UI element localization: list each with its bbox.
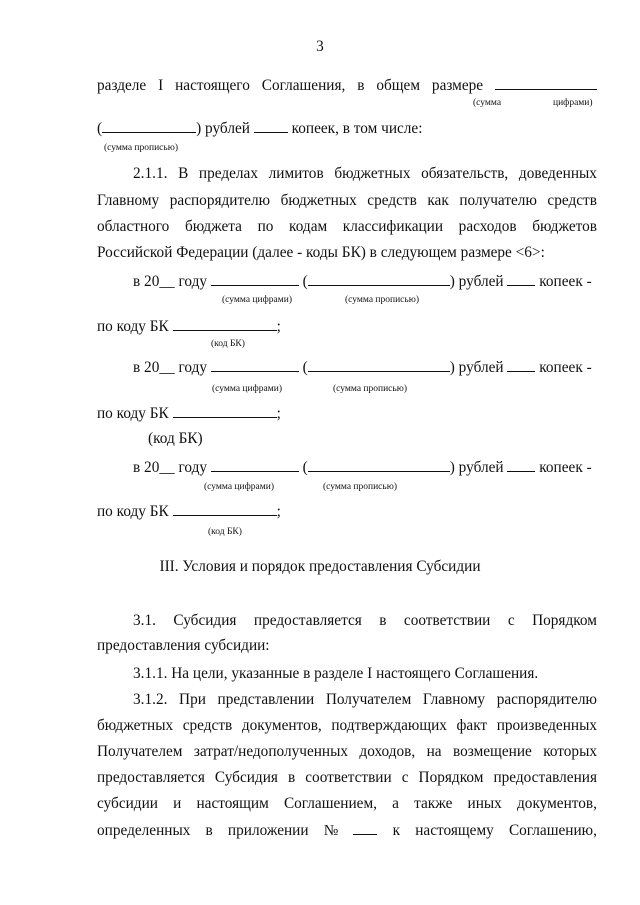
caption-sum-digits: (сумма [473,98,502,108]
caption-sum-words: (сумма прописью) [323,482,397,492]
paragraph-3-1-1: 3.1.1. На цели, указанные в разделе I настоящего Соглашения. [133,665,539,682]
paragraph-2-1-1-line: Главному распорядителю бюджетных средств как получателю средств [97,192,597,209]
page-number: 3 [316,38,324,55]
caption-code: (код БК) [208,527,242,537]
paragraph-3-1-2-line: субсидии и настоящим Соглашением, а также иных документов, [97,795,597,812]
caption-sum-digits: цифрами) [553,98,593,108]
paragraph-2-1-1-line: 2.1.1. В пределах лимитов бюджетных обязательств, доведенных [133,165,597,182]
paragraph-2-1-1-line: областного бюджета по кодам классификации расходов бюджетов [97,218,597,235]
budget-code-row: по коду БК ; [97,503,281,520]
paragraph-3-1-2-line: определенных в приложении № к настоящему Соглашению, [97,822,597,839]
year-amount-row: в 20__ году ( ) рублей копеек - [133,273,592,290]
caption-sum-digits: (сумма цифрами) [222,295,292,305]
paragraph-3-1-line: предоставления субсидии: [97,637,270,654]
caption-code: (код БК) [211,339,245,349]
year-amount-row: в 20__ году ( ) рублей копеек - [133,359,592,376]
paragraph-3-1-2-line: бюджетных средств документов, подтверждающих факт произведенных [97,717,597,734]
paragraph-2-1-1-line: Российской Федерации (далее - коды БК) в следующем размере <6>: [97,244,545,261]
budget-code-blank[interactable] [173,404,277,418]
paragraph-3-1-2-line: 3.1.2. При представлении Получателем Главному распорядителю [133,691,597,708]
sum-digits-blank[interactable] [495,76,597,90]
kopecks-blank[interactable] [507,358,535,372]
kopecks-blank[interactable] [507,272,535,286]
year-amount-row: в 20__ году ( ) рублей копеек - [133,459,592,476]
caption-sum-digits: (сумма цифрами) [212,384,282,394]
budget-code-blank[interactable] [173,502,277,516]
sum-digits-blank[interactable] [211,358,299,372]
paragraph-3-1-2-line: предоставляется Субсидия в соответствии с Порядком предоставления [97,769,597,786]
sum-words-blank[interactable] [308,358,450,372]
budget-code-blank[interactable] [173,317,277,331]
text-line: ( ) рублей копеек, в том числе: [97,120,423,137]
sum-digits-blank[interactable] [211,458,299,472]
kopecks-blank[interactable] [507,458,535,472]
budget-code-row: по коду БК ; [97,405,281,422]
paragraph-3-1-2-line: Получателем затрат/недополученных доходов, на возмещение которых [97,743,597,760]
sum-digits-blank[interactable] [211,272,299,286]
caption-sum-words: (сумма прописью) [333,384,407,394]
caption-sum-words: (сумма прописью) [104,143,178,153]
sum-words-blank[interactable] [308,458,450,472]
section-title: III. Условия и порядок предоставления Субсидии [159,558,481,575]
kopecks-blank[interactable] [254,119,288,133]
text-line: разделе I настоящего Соглашения, в общем размере [97,76,597,95]
sum-words-blank[interactable] [102,119,196,133]
caption-sum-digits: (сумма цифрами) [204,482,274,492]
budget-code-row: по коду БК ; [97,318,281,335]
caption-sum-words: (сумма прописью) [345,295,419,305]
code-label: (код БК) [148,430,203,447]
paragraph-3-1-line: 3.1. Субсидия предоставляется в соответствии с Порядком [133,612,597,629]
sum-words-blank[interactable] [308,272,450,286]
appendix-number-blank[interactable] [353,821,377,835]
